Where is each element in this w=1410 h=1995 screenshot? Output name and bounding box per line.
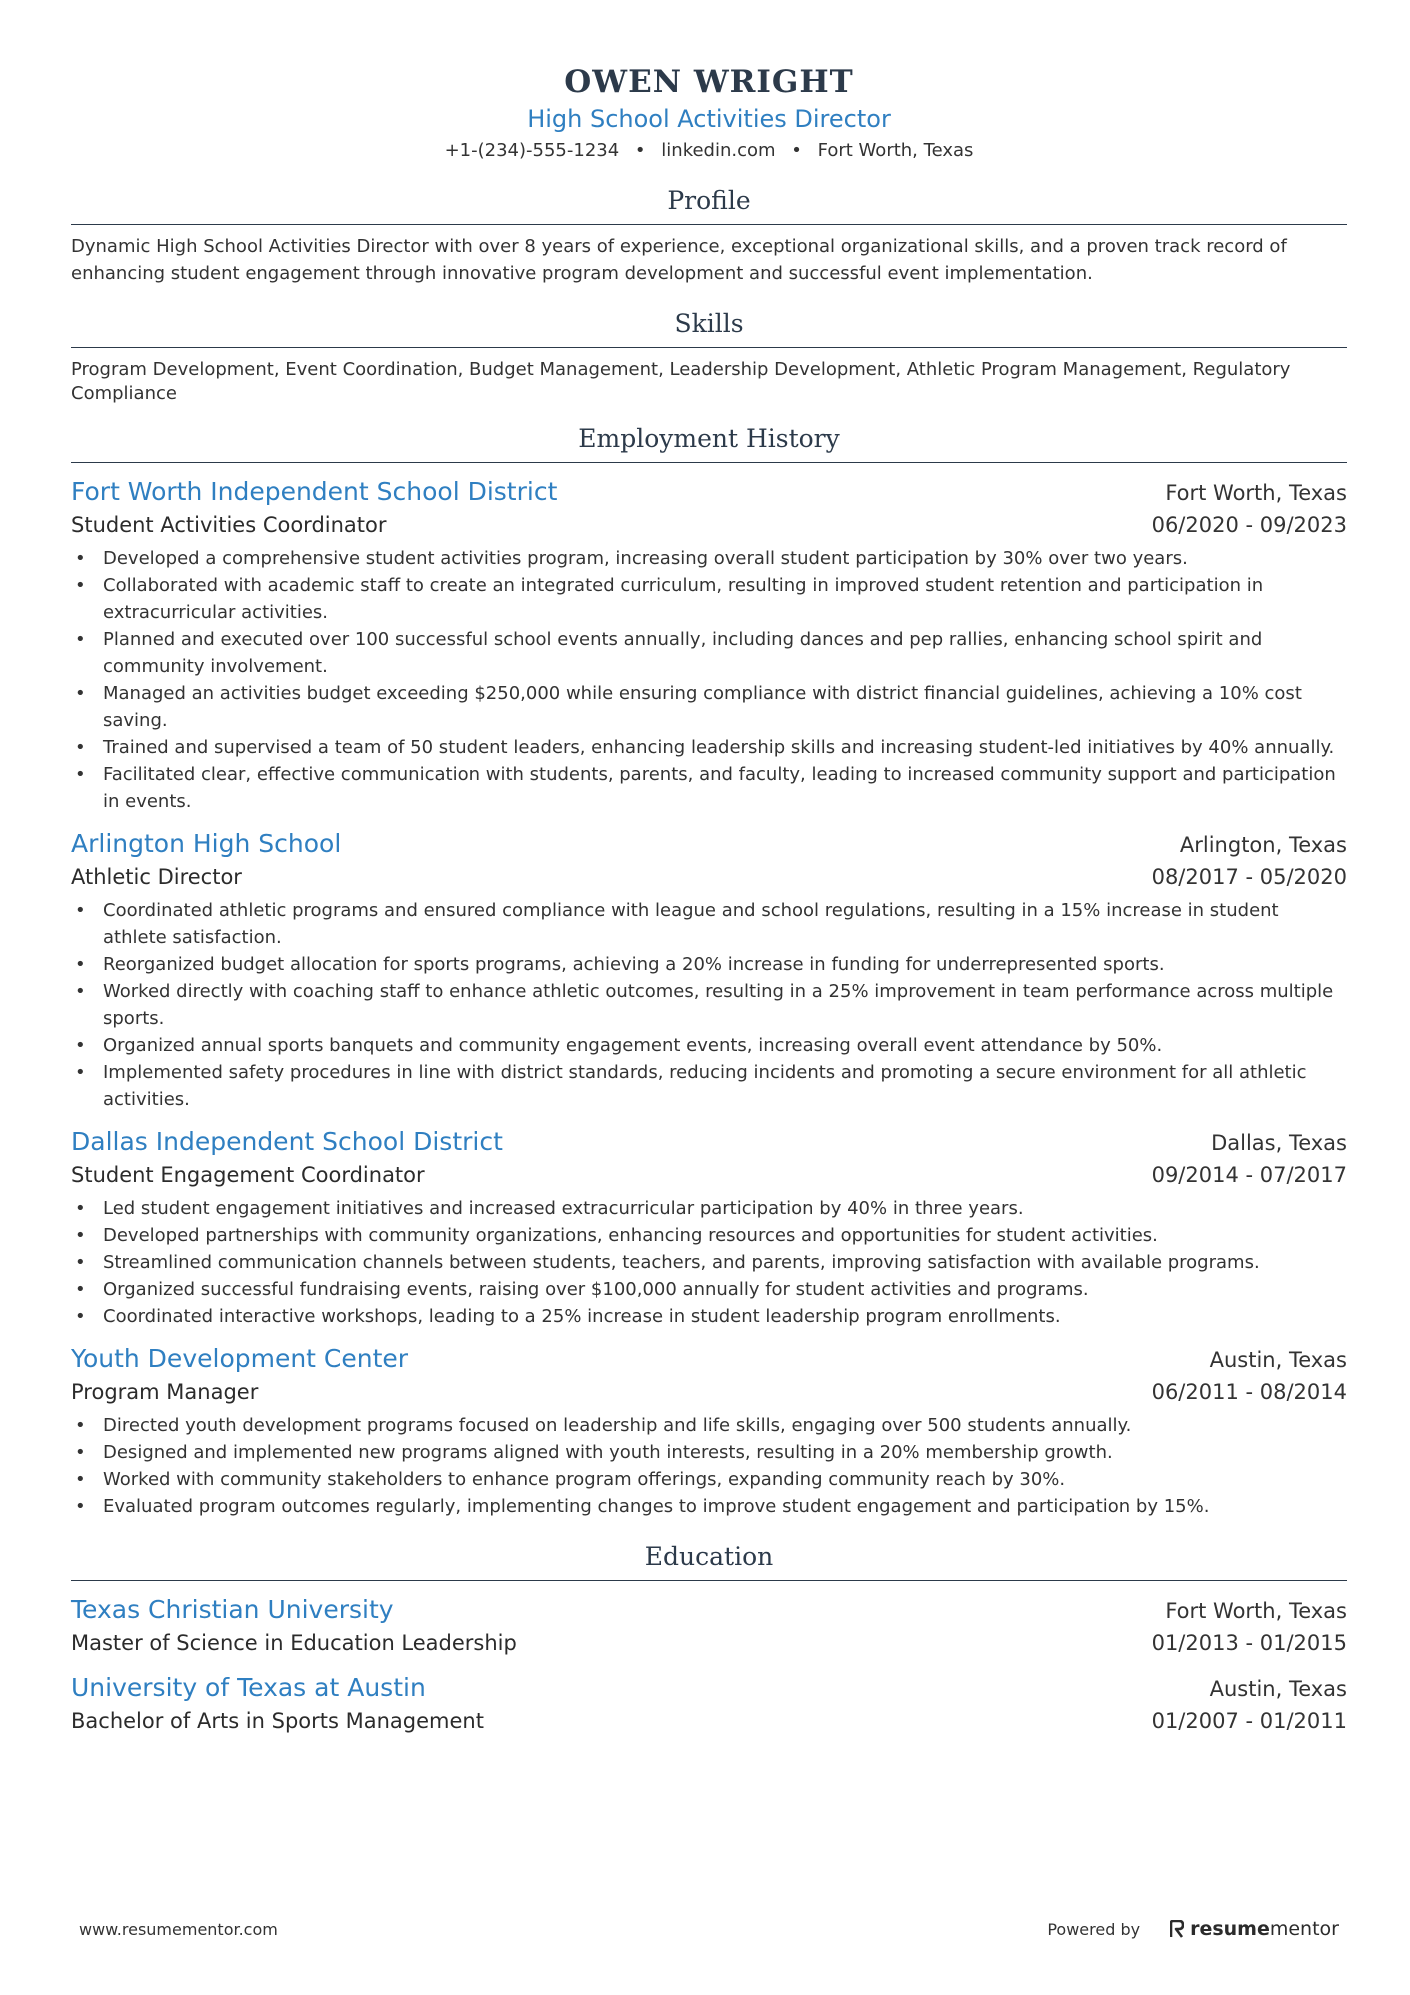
resumementor-logo-icon [1170,1920,1184,1938]
footer-branding [1047,1918,1339,1940]
job-role: Athletic Director [71,865,242,889]
degree-dates: 01/2013 - 01/2015 [1151,1631,1347,1655]
degree-name: Master of Science in Education Leadership [71,1631,517,1655]
job-bullet: • Led student engagement initiatives and increased extracurricular participation by 40% in three years. [71,1195,1347,1222]
job-bullet-list [71,1412,1347,1520]
job-location: Austin, Texas [1209,1348,1347,1372]
job-header-row [71,475,1347,509]
section-heading-employment: Employment History [71,422,1347,463]
job-bullet: • Organized annual sports banquets and community engagement events, increasing overall event attendance by 50%. [71,1032,1347,1059]
school-location: Austin, Texas [1209,1677,1347,1701]
candidate-name: OWEN WRIGHT [564,64,854,100]
job-bullet: • Collaborated with academic staff to create an integrated curriculum, resulting in improved student retention and participation in extracurricular activities. [71,572,1347,626]
job-role-row [71,861,1347,893]
contact-line [71,136,1347,166]
logo-text-light: mentor [1269,1918,1339,1940]
candidate-title: High School Activities Director [527,105,891,133]
job-dates: 06/2020 - 09/2023 [1151,513,1347,537]
job-bullet: • Coordinated interactive workshops, leading to a 25% increase in student leadership program enrollments. [71,1303,1347,1330]
school-header-row [71,1671,1347,1705]
job-bullet: • Organized successful fundraising events, raising over $100,000 annually for student activities and programs. [71,1276,1347,1303]
job-entry [71,827,1347,1113]
job-role: Student Activities Coordinator [71,513,387,537]
job-entry [71,1125,1347,1330]
job-organization: Dallas Independent School District [71,1127,503,1156]
profile-text: Dynamic High School Activities Director with over 8 years of experience, exceptional organizational skills, and a proven track record of enhancing student engagement through innovative program development and successful event implementation. [71,236,1287,284]
skills-text: Program Development, Event Coordination, Budget Management, Leadership Development, Athletic Program Management, Regulatory Compliance [71,359,1291,404]
job-bullet: • Reorganized budget allocation for sports programs, achieving a 20% increase in funding for underrepresented sports. [71,951,1347,978]
school-location: Fort Worth, Texas [1165,1599,1347,1623]
job-role-row [71,509,1347,541]
section-heading-skills: Skills [71,307,1347,348]
logo-text-bold: resume [1190,1918,1270,1940]
job-bullet-list [71,897,1347,1113]
degree-name: Bachelor of Arts in Sports Management [71,1709,484,1733]
powered-by-label: Powered by [1047,1919,1141,1939]
separator-dot: • [791,140,802,161]
job-bullet: • Planned and executed over 100 successful school events annually, including dances and pep rallies, enhancing school spirit and community involvement. [71,626,1347,680]
school-list [71,1593,1347,1737]
job-bullet: • Coordinated athletic programs and ensured compliance with league and school regulations, resulting in a 15% increase in student athlete satisfaction. [71,897,1347,951]
section-heading-profile: Profile [71,184,1347,225]
school-name: University of Texas at Austin [71,1673,426,1702]
school-header-row [71,1593,1347,1627]
footer-website[interactable]: www.resumementor.com [79,1920,278,1939]
job-role: Student Engagement Coordinator [71,1163,425,1187]
job-bullet: • Worked with community stakeholders to enhance program offerings, expanding community reach by 30%. [71,1466,1347,1493]
job-location: Dallas, Texas [1211,1131,1347,1155]
job-bullet: • Developed partnerships with community organizations, enhancing resources and opportunities for student activities. [71,1222,1347,1249]
job-dates: 06/2011 - 08/2014 [1151,1380,1347,1404]
degree-row [71,1705,1347,1737]
education-section [71,1540,1347,1737]
job-bullet-list [71,1195,1347,1330]
employment-section [71,422,1347,1520]
resume-page [71,60,1347,1737]
job-bullet: • Implemented safety procedures in line with district standards, reducing incidents and promoting a secure environment for all athletic activities. [71,1059,1347,1113]
job-bullet-list [71,545,1347,815]
page-footer [79,1912,1339,1952]
education-entry [71,1593,1347,1659]
job-bullet: • Trained and supervised a team of 50 student leaders, enhancing leadership skills and increasing student-led initiatives by 40% annually. [71,734,1347,761]
job-bullet: • Managed an activities budget exceeding $250,000 while ensuring compliance with district financial guidelines, achieving a 10% cost saving. [71,680,1347,734]
job-organization: Youth Development Center [71,1344,409,1373]
phone-number: +1-(234)-555-1234 [444,140,620,161]
job-list [71,475,1347,1520]
section-heading-education: Education [71,1540,1347,1581]
job-bullet: • Facilitated clear, effective communication with students, parents, and faculty, leading to increased community support and participation in events. [71,761,1347,815]
resumementor-logo[interactable] [1170,1918,1339,1940]
job-bullet: • Directed youth development programs focused on leadership and life skills, engaging over 500 students annually. [71,1412,1347,1439]
linkedin-link[interactable]: linkedin.com [661,140,776,161]
school-name: Texas Christian University [71,1595,394,1624]
job-entry [71,1342,1347,1520]
job-bullet: • Evaluated program outcomes regularly, implementing changes to improve student engagement and participation by 15%. [71,1493,1347,1520]
resume-header [71,60,1347,166]
job-bullet: • Streamlined communication channels between students, teachers, and parents, improving satisfaction with available programs. [71,1249,1347,1276]
profile-section [71,184,1347,287]
job-header-row [71,1125,1347,1159]
job-organization: Arlington High School [71,829,342,858]
degree-row [71,1627,1347,1659]
education-entry [71,1671,1347,1737]
skills-section [71,307,1347,406]
job-location: Fort Worth, Texas [1165,481,1347,505]
separator-dot: • [634,140,646,161]
job-bullet: • Designed and implemented new programs aligned with youth interests, resulting in a 20% membership growth. [71,1439,1347,1466]
job-bullet: • Worked directly with coaching staff to enhance athletic outcomes, resulting in a 25% improvement in team performance across multiple sports. [71,978,1347,1032]
job-role: Program Manager [71,1380,259,1404]
job-header-row [71,1342,1347,1376]
job-entry [71,475,1347,815]
job-dates: 09/2014 - 07/2017 [1151,1163,1347,1187]
job-location: Arlington, Texas [1179,833,1347,857]
job-bullet: • Developed a comprehensive student activities program, increasing overall student participation by 30% over two years. [71,545,1347,572]
job-role-row [71,1159,1347,1191]
contact-location: Fort Worth, Texas [817,140,974,161]
job-organization: Fort Worth Independent School District [71,477,558,506]
job-header-row [71,827,1347,861]
degree-dates: 01/2007 - 01/2011 [1151,1709,1347,1733]
job-role-row [71,1376,1347,1408]
job-dates: 08/2017 - 05/2020 [1151,865,1347,889]
